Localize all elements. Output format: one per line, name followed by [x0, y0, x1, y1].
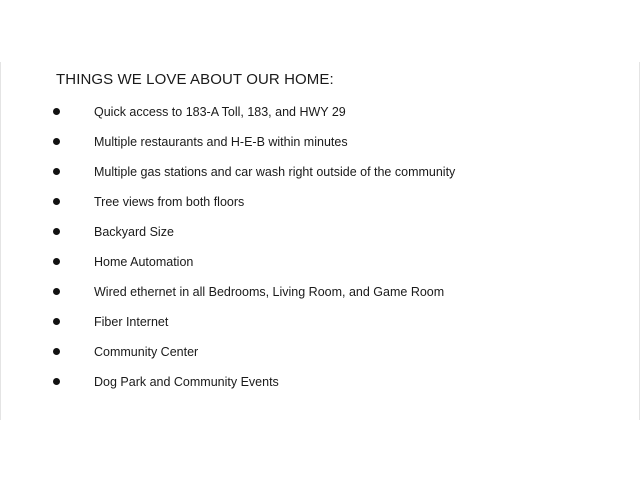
list-item-text: Home Automation [94, 255, 194, 269]
bullet-icon [53, 258, 60, 265]
list-item-text: Fiber Internet [94, 315, 169, 329]
bullet-icon [53, 228, 60, 235]
list-item-text: Backyard Size [94, 225, 174, 239]
bullet-icon [53, 108, 60, 115]
list-item-text: Dog Park and Community Events [94, 375, 279, 389]
list-item-text: Tree views from both floors [94, 195, 245, 209]
slide-title: THINGS WE LOVE ABOUT OUR HOME: [56, 71, 334, 88]
bullet-icon [53, 348, 60, 355]
bullet-icon [53, 318, 60, 325]
bullet-icon [53, 378, 60, 385]
list-item-text: Multiple gas stations and car wash right outside of the community [94, 165, 456, 179]
list-item-text: Quick access to 183-A Toll, 183, and HWY 29 [94, 105, 346, 119]
slide-left-edge [0, 62, 1, 420]
list-item-text: Multiple restaurants and H-E-B within minutes [94, 135, 348, 149]
list-item-text: Community Center [94, 345, 199, 359]
bullet-icon [53, 168, 60, 175]
list-item-text: Wired ethernet in all Bedrooms, Living Room, and Game Room [94, 285, 445, 299]
bullet-icon [53, 288, 60, 295]
bullet-icon [53, 138, 60, 145]
bullet-icon [53, 198, 60, 205]
